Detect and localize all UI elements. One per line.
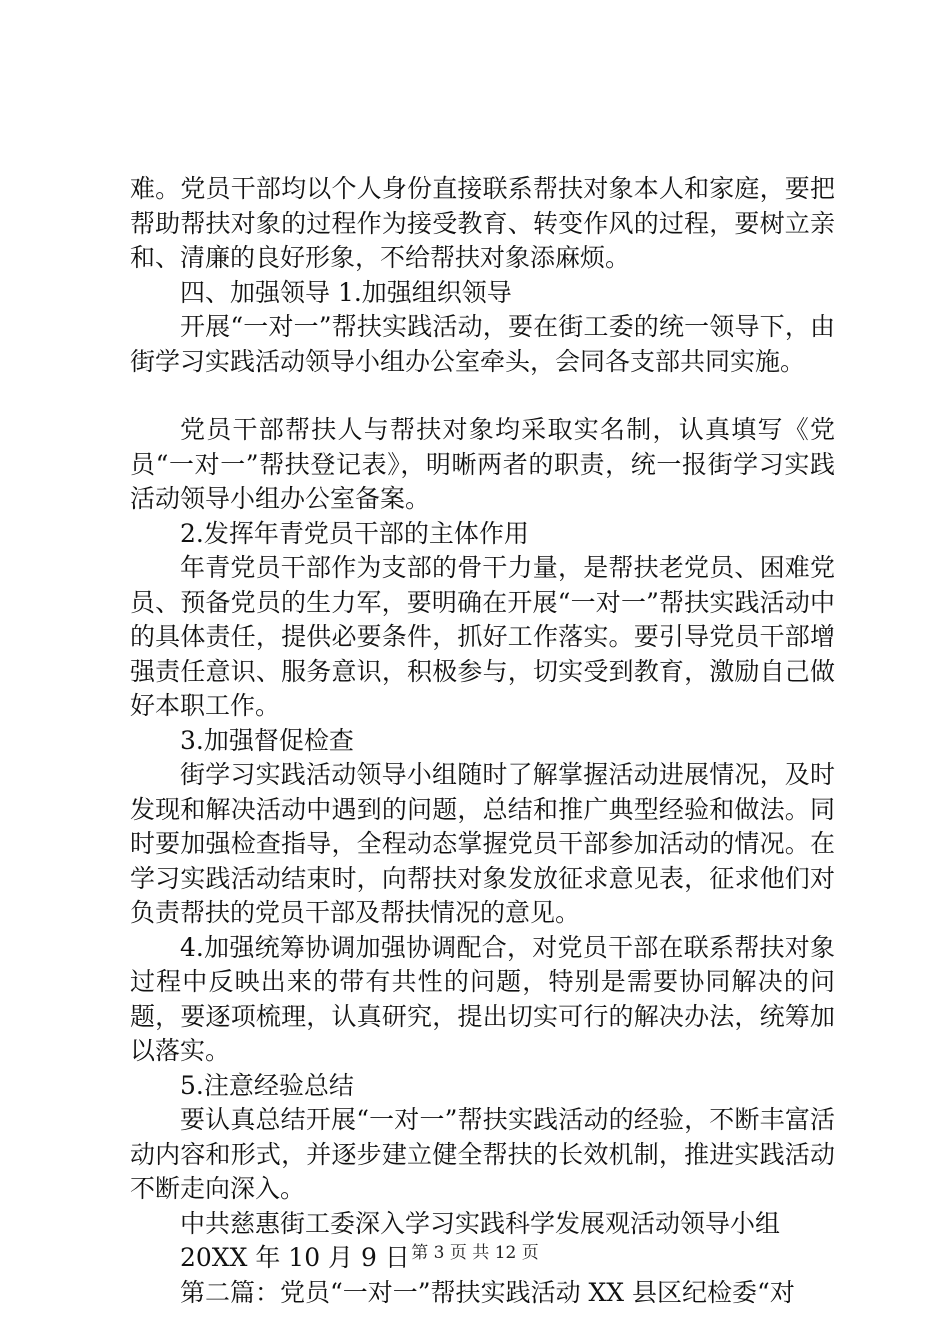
subheading-young-members: 2.发挥年青党员干部的主体作用 [180,518,529,548]
paragraph-young-members: 年青党员干部作为支部的骨干力量，是帮扶老党员、困难党员、预备党员的生力军，要明确在开展“一对一”帮扶实践活动中的具体责任，提供必要条件，抓好工作落实。要引导党员干部增强责任意识、服务意识，积极参与，切实受到教育，激励自己做好本职工作。 [130,553,835,720]
page-number-footer: 第 3 页 共 12 页 [411,1243,539,1263]
signature-date: 20XX 年 10 月 9 日 [180,1243,410,1272]
paragraph-registration: 党员干部帮扶人与帮扶对象均采取实名制，认真填写《党员“一对一”帮扶登记表》，明晰两者的职责，统一报街学习实践活动领导小组办公室备案。 [130,415,835,513]
paragraph-supervision: 街学习实践活动领导小组随时了解掌握活动进展情况，及时发现和解决活动中遇到的问题，总结和推广典型经验和做法。同时要加强检查指导，全程动态掌握党员干部参加活动的情况。在学习实践活动结束时，向帮扶对象发放征求意见表，征求他们对负责帮扶的党员干部及帮扶情况的意见。 [130,760,835,927]
paragraph-second-article: 第二篇：党员“一对一”帮扶实践活动 XX 县区纪检委“对 [180,1277,795,1307]
paragraph-organization: 开展“一对一”帮扶实践活动，要在街工委的统一领导下，由街学习实践活动领导小组办公室牵头，会同各支部共同实施。 [130,312,835,376]
subheading-supervision: 3.加强督促检查 [180,725,354,755]
subheading-experience: 5.注意经验总结 [180,1070,354,1100]
paragraph-coordination: 4.加强统筹协调加强协调配合，对党员干部在联系帮扶对象过程中反映出来的带有共性的问题，特别是需要协同解决的问题，要逐项梳理，认真研究，提出切实可行的解决办法，统筹加以落实。 [130,932,835,1065]
document-body [130,172,835,1310]
paragraph-continuation: 难。党员干部均以个人身份直接联系帮扶对象本人和家庭，要把帮助帮扶对象的过程作为接受教育、转变作风的过程，要树立亲和、清廉的良好形象，不给帮扶对象添麻烦。 [130,174,835,272]
section-heading-leadership: 四、加强领导 1.加强组织领导 [180,277,512,307]
paragraph-experience: 要认真总结开展“一对一”帮扶实践活动的经验，不断丰富活动内容和形式，并逐步建立健全帮扶的长效机制，推进实践活动不断走向深入。 [130,1105,835,1203]
signature-organization: 中共慈惠街工委深入学习实践科学发展观活动领导小组 [180,1208,781,1238]
paragraph-gap [130,379,835,413]
